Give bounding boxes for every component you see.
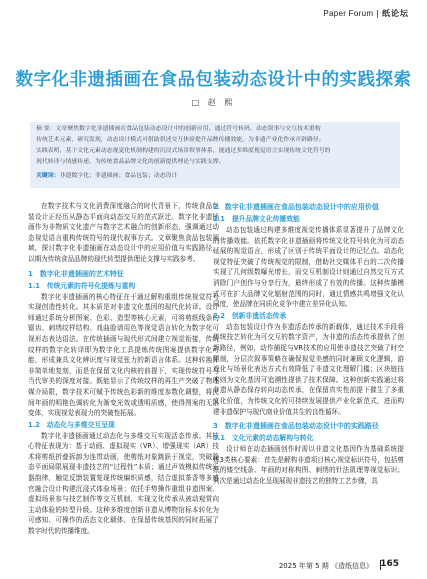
- keywords-line: [36, 173, 177, 180]
- abstract-line: 摘 要：文章聚焦数字化非遗插画在食品包装动态设计中的创新应用，通过符号转码、动态叙事与交互技术重构: [36, 126, 321, 132]
- body-paragraph: 数字化非遗插画通过动态化与多维交互实现活态传承。其核心特征表现为：基于动画、虚拟现实（VR）、增强现实（AR）技术将剪纸折叠拆卸为连贯动画，使剪纸对象跳跃于视觉，突破静态平面局限展现非遗技艺的“过程性”本质；通过声效模拟传统乐器韵律，触觉反馈装置复现传统编织质感，结合虚拟茶香等多感官融合设计构建沉浸式体验场景；依托手势操作重组非遗图案、虚拟场景参与技艺制作等交互机制，实现文化传承从被动观赏向主动体验的转型升级。这种多维度创新非遗从博物馆标本转化为可感知、可操作的活态文化载体，在保留传统基因的同时拓展了数字时代的传播维度。: [28, 431, 219, 536]
- article-title: 数字化非遗插画在食品包装动态设计中的实践探索: [15, 70, 412, 90]
- section-heading: 3 数字化非遗插画在食品包装动态设计中的实践路径: [213, 422, 379, 431]
- abstract-line: 现代转译与情感传递，为传统食品品牌文化的创新提供理论与实践支撑。: [36, 159, 225, 165]
- subsection-heading: 2.1 提升品牌文化传播效能: [213, 215, 300, 223]
- abstract-line: 传统艺术元素，研究发现，动态设计模式可借助叙述交互体验提升品牌传播效能，为非遗产业化作承开辟路径。: [36, 137, 325, 143]
- keywords-label: 关键词：: [36, 173, 60, 179]
- article-author: □ 赵 熙: [191, 98, 236, 107]
- subsection-heading: 2.2 创新非遗活态传承: [213, 311, 287, 320]
- body-paragraph: 在数字技术与文化消费深度融合的时代背景下，传统食品包装设计正经历从静态平面向动态交互的范式跃迁。数字化非遗插画作为非物质文化遗产与数字艺术融合的创新形态，强调通过动态视觉语言重构传统符号的现代叙事方式。文章聚焦食品包装领域，探讨数字化非遗插画在动态设计中的应用价值与实践路径，以期为传统食品品牌的现代转型提供理论支撑与实践参考。: [28, 202, 219, 263]
- body-paragraph: 动态包装通过构建多维度视觉传播体系显著提升了品牌文化的传播效能。依托数字化非遗插画将传统文化符号转化为可动态延展的视觉语言，形成了区别于传统平面设计的记忆点。动态化视觉特征突破了传统视觉的限制，借助社交媒体平台的二次传播实现了几何级数曝光增长，而交互机制设计则通过自然交互方式消除门户创作与分享行为，最终形成了有效的传播。这种传播模式可在扩大品牌文化辐射范围的同时，通过情感共鸣增强文化认同度，使品牌在同质化竞争中建立差异化认知。: [213, 226, 404, 309]
- section-heading: 1 数字化非遗插画的艺术特征: [28, 269, 124, 278]
- subsection-heading: 3.1 文化元素的动态解构与转化: [213, 434, 314, 443]
- body-paragraph: 动态包装设计作为非遗活态传承的新载体，通过技术手段将传统技艺转化为可交互的数字资产，为非遗的活态传承提供了创新路径，例如，动作捕捉与VR技术的应用使非遗技艺突破了时空限制，分层次叙事策略在确保视觉美感的同时兼顾文化逻辑，游戏化与场景化表达方式有效降低了非遗文化理解门槛；区块链技术则为文化基因可追溯性提供了技术保障。这种创新实践通过将非遗从静态保存转向动态传承，在保留真实性前提下催生了多重文化价值，为传统文化的可持续发展提供产业化新范式，进而构建非遗保护与现代商业价值共生的良性循环。: [213, 322, 404, 416]
- section-label-en: Paper Forum: [323, 9, 374, 18]
- subsection-heading: 1.2 动态化与多维交互呈现: [28, 420, 115, 429]
- subsection-heading: 1.1 传统元素的符号化提炼与重构: [28, 281, 136, 290]
- journal-issue: 2025 年第 5 期 《造纸信息》: [278, 562, 373, 570]
- page-header: [0, 0, 427, 30]
- body-paragraph: 设计师在动态插画创作时需以非遗文化基因作为基础系统提炼3类核心要素：首先是解构非遗项目核心视觉标识符号，包括剪纸的镂空线条、年画的对称构图、刺绣的针法肌理等视觉标识；其次是通过动态化呈现展现非遗技艺的独特工艺步骤，具: [213, 445, 404, 485]
- page-footer: [0, 559, 427, 575]
- section-heading: 2 数字化非遗插画在食品包装动态设计中的应用价值: [213, 203, 379, 211]
- section-label-cn: 纸论坛: [382, 9, 409, 18]
- page-number: 165: [380, 559, 399, 569]
- section-label: [323, 8, 409, 19]
- keywords-text: 非遗数字化；非遗插画；食品包装；动态设计: [59, 173, 178, 179]
- left-column: [28, 201, 219, 537]
- right-column: [213, 201, 404, 486]
- abstract-line: 实践表明，基于文化元素动态视觉化机制构建的沉浸式场景叙事体系，能通过多维度视觉语言实现传统文化符号的: [36, 148, 331, 154]
- section-separator: |: [376, 9, 379, 18]
- body-paragraph: 数字化非遗插画的核心特征在于通过解构重组传统视觉符号实现创造性转化。其本质是对非遗文化基因的现代化转译。设计师通过系统分析图案、色彩、造型等核心元素，可将剪纸线条的锯齿、刺绣纹样结构、戏曲脸谱用色等视觉语言转化为数字化可视形态表达语法。在传统插画与现代形式间建立视觉衔接，传统纹样的数字化转译即为数字化工具提炼传统图案提供数字化可能，形成兼具文化辨识度与视觉张力的新语言体系。这种转换并非简单地复刻，而是在保留文化内核的前提下，实现传统符号与当代审美的深度对接。既能显示了传统纹样的再生产突破了物理媒介局限，数字技术可赋予传统色彩新的维度参数化调整，将民间年画的明艳色调转化为渐变光效或透明质感，使得图案的无限变体，实现视觉表现力的突破性拓展。: [28, 292, 219, 418]
